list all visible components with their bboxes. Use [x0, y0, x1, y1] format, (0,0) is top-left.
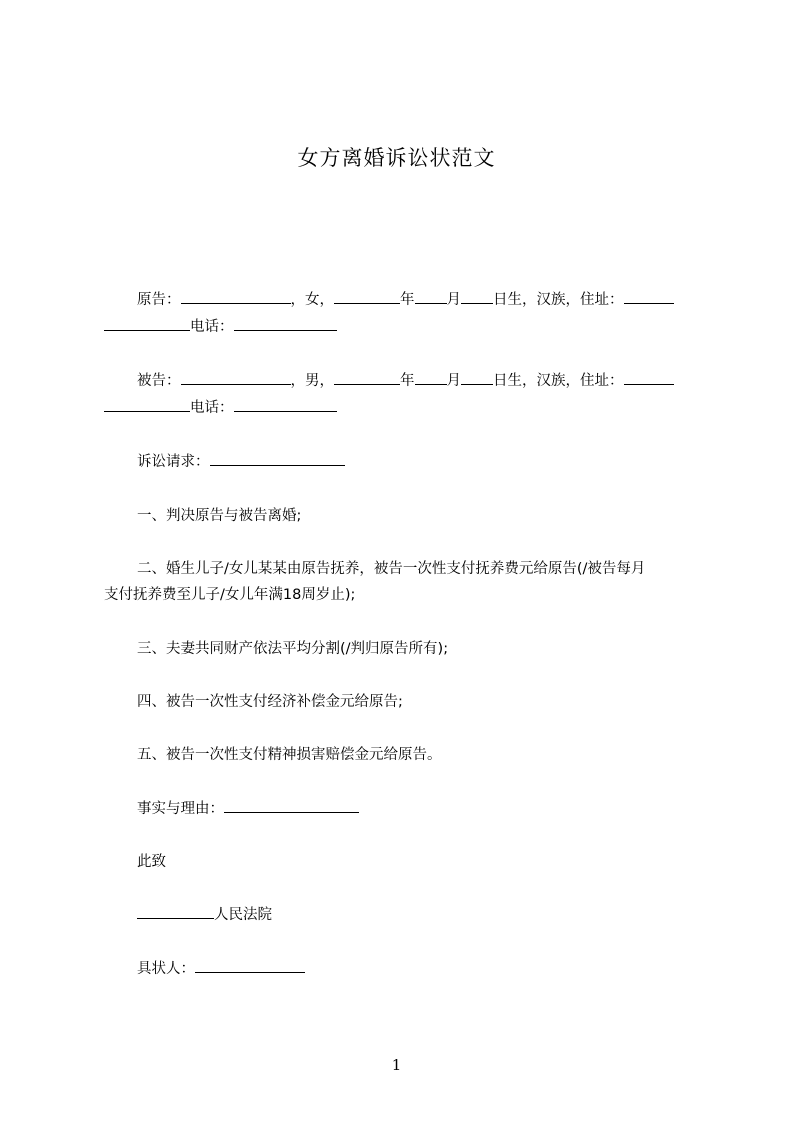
plaintiff-birth-address-label: 日生，汉族，住址： [493, 292, 624, 308]
defendant-year-label: 年 [400, 373, 415, 389]
claim-5: 五、被告一次性支付精神损害赔偿金元给原告。 [137, 747, 442, 763]
court-line [104, 902, 737, 929]
claim-3: 三、夫妻共同财产依法平均分割(/判归原告所有); [137, 641, 449, 657]
salutation: 此致 [137, 854, 166, 870]
page-number: 1 [391, 1056, 402, 1074]
defendant-birth-address-label: 日生，汉族，住址： [493, 373, 624, 389]
defendant-address-blank-cont [104, 397, 190, 412]
plaintiff-line-2 [104, 314, 704, 341]
plaintiff-name-blank [181, 289, 291, 304]
defendant-month-label: 月 [446, 373, 461, 389]
plaintiff-year-blank [334, 289, 400, 304]
defendant-phone-blank [234, 397, 337, 412]
plaintiff-label: 原告： [137, 292, 181, 308]
plaintiff-phone-blank [234, 316, 337, 331]
plaintiff-address-blank [624, 289, 674, 304]
plaintiff-gender: ，女， [290, 292, 334, 308]
defendant-name-blank [181, 370, 291, 385]
defendant-label: 被告： [137, 373, 181, 389]
claim-2-line-2: 支付抚养费至儿子/女儿年满18周岁止); [104, 587, 356, 603]
signer-label: 具状人： [137, 961, 195, 977]
defendant-address-blank [624, 370, 674, 385]
facts-label: 事实与理由： [137, 801, 224, 817]
plaintiff-phone-label: 电话： [190, 319, 234, 335]
court-suffix: 人民法院 [214, 907, 272, 923]
defendant-year-blank [334, 370, 400, 385]
facts-heading [104, 796, 737, 823]
document-title: 女方离婚诉讼状范文 [297, 146, 496, 170]
claim-2-line-1: 二、婚生儿子/女儿某某由原告抚养，被告一次性支付抚养费元给原告(/被告每月 [137, 561, 646, 577]
court-name-blank [137, 904, 214, 919]
defendant-month-blank [415, 370, 447, 385]
defendant-gender: ，男， [290, 373, 334, 389]
defendant-day-blank [461, 370, 493, 385]
defendant-line-1 [104, 368, 704, 395]
facts-blank [224, 798, 359, 813]
signer-blank [195, 958, 305, 973]
plaintiff-year-label: 年 [400, 292, 415, 308]
plaintiff-line-1 [104, 287, 704, 314]
plaintiff-month-label: 月 [446, 292, 461, 308]
plaintiff-address-blank-cont [104, 316, 190, 331]
signer-line [104, 956, 737, 983]
claim-1: 一、判决原告与被告离婚; [137, 508, 302, 524]
claims-label: 诉讼请求： [137, 454, 210, 470]
claim-4: 四、被告一次性支付经济补偿金元给原告; [137, 694, 403, 710]
claims-blank [210, 451, 345, 466]
defendant-phone-label: 电话： [190, 400, 234, 416]
claims-heading [104, 449, 737, 476]
plaintiff-day-blank [461, 289, 493, 304]
defendant-line-2 [104, 395, 704, 422]
plaintiff-month-blank [415, 289, 447, 304]
